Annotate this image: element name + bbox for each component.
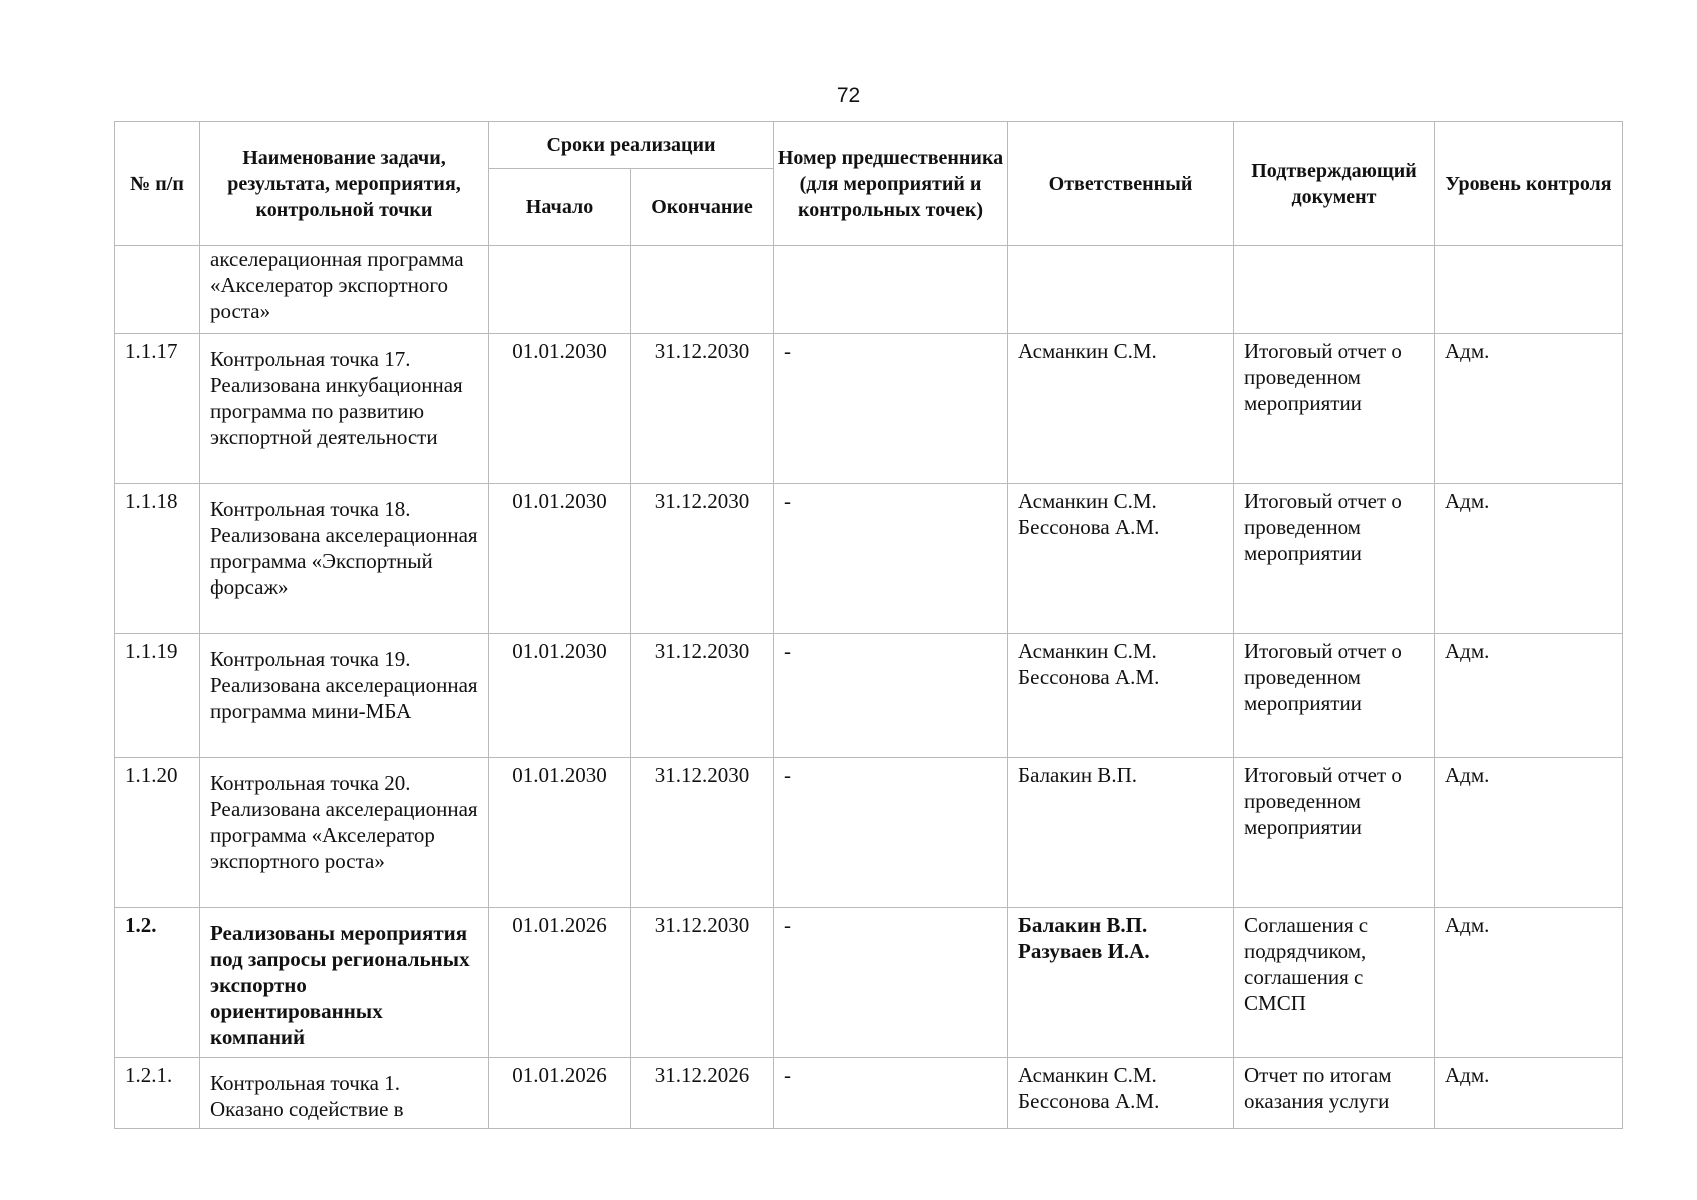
cell-document: Отчет по итогам оказания услуги xyxy=(1234,1058,1435,1129)
cell-name xyxy=(200,246,489,334)
cell-num xyxy=(115,246,200,334)
cell-name xyxy=(200,758,489,908)
cell-responsible xyxy=(1008,758,1234,908)
cell-level: Адм. xyxy=(1435,634,1623,758)
cell-name-text: Контрольная точка 18. Реализована акселерационная программа «Экспортный форсаж» xyxy=(210,497,478,599)
cell-start: 01.01.2030 xyxy=(489,634,631,758)
cell-responsible-text: Асманкин С.М. Бессонова А.М. xyxy=(1018,639,1160,689)
cell-start: 01.01.2026 xyxy=(489,1058,631,1129)
cell-start: 01.01.2026 xyxy=(489,908,631,1058)
cell-end: 31.12.2030 xyxy=(631,484,774,634)
cell-responsible-text: Асманкин С.М. xyxy=(1018,339,1157,363)
cell-name-text: акселерационная программа «Акселератор экспортного роста» xyxy=(210,247,464,323)
cell-start xyxy=(489,246,631,334)
cell-predecessor: - xyxy=(774,758,1008,908)
header-level: Уровень контроля xyxy=(1435,122,1623,246)
header-name: Наименование задачи, результата, мероприятия, контрольной точки xyxy=(200,122,489,246)
cell-start: 01.01.2030 xyxy=(489,758,631,908)
header-num: № п/п xyxy=(115,122,200,246)
header-predecessor: Номер предшественника (для мероприятий и контрольных точек) xyxy=(774,122,1008,246)
cell-name-text: Контрольная точка 1. Оказано содействие в xyxy=(210,1071,404,1121)
cell-name xyxy=(200,484,489,634)
table-row xyxy=(115,634,1623,758)
cell-name xyxy=(200,908,489,1058)
header-responsible: Ответственный xyxy=(1008,122,1234,246)
cell-name xyxy=(200,334,489,484)
header-end: Окончание xyxy=(631,169,774,246)
cell-num: 1.1.20 xyxy=(115,758,200,908)
cell-document: Итоговый отчет о проведенном мероприятии xyxy=(1234,758,1435,908)
table-row xyxy=(115,1058,1623,1129)
cell-predecessor: - xyxy=(774,334,1008,484)
cell-responsible-text: Асманкин С.М. Бессонова А.М. xyxy=(1018,1063,1160,1113)
header-document: Подтверждающий документ xyxy=(1234,122,1435,246)
header-start: Начало xyxy=(489,169,631,246)
cell-document: Соглашения с подрядчиком, соглашения с СМСП xyxy=(1234,908,1435,1058)
cell-responsible xyxy=(1008,484,1234,634)
cell-end: 31.12.2030 xyxy=(631,634,774,758)
cell-level: Адм. xyxy=(1435,484,1623,634)
cell-responsible xyxy=(1008,634,1234,758)
cell-predecessor: - xyxy=(774,484,1008,634)
cell-level: Адм. xyxy=(1435,1058,1623,1129)
cell-predecessor xyxy=(774,246,1008,334)
cell-end: 31.12.2026 xyxy=(631,1058,774,1129)
cell-responsible xyxy=(1008,908,1234,1058)
cell-responsible xyxy=(1008,246,1234,334)
cell-name-text: Контрольная точка 17. Реализована инкубационная программа по развитию экспортной деятельности xyxy=(210,347,463,449)
cell-responsible-text: Балакин В.П. Разуваев И.А. xyxy=(1018,913,1150,963)
cell-level: Адм. xyxy=(1435,908,1623,1058)
cell-name xyxy=(200,1058,489,1129)
cell-end: 31.12.2030 xyxy=(631,908,774,1058)
cell-num: 1.2. xyxy=(115,908,200,1058)
cell-end: 31.12.2030 xyxy=(631,334,774,484)
cell-level xyxy=(1435,246,1623,334)
cell-end xyxy=(631,246,774,334)
cell-predecessor: - xyxy=(774,908,1008,1058)
table-row xyxy=(115,334,1623,484)
table-row xyxy=(115,908,1623,1058)
cell-responsible-text: Балакин В.П. xyxy=(1018,763,1137,787)
table-header xyxy=(115,122,1623,246)
cell-num: 1.2.1. xyxy=(115,1058,200,1129)
cell-responsible xyxy=(1008,334,1234,484)
cell-responsible-text: Асманкин С.М. Бессонова А.М. xyxy=(1018,489,1160,539)
cell-start: 01.01.2030 xyxy=(489,334,631,484)
cell-document: Итоговый отчет о проведенном мероприятии xyxy=(1234,334,1435,484)
cell-responsible xyxy=(1008,1058,1234,1129)
header-terms: Сроки реализации xyxy=(489,122,774,169)
cell-name-text: Контрольная точка 20. Реализована акселерационная программа «Акселератор экспортного роста» xyxy=(210,771,478,873)
cell-predecessor: - xyxy=(774,634,1008,758)
cell-num: 1.1.19 xyxy=(115,634,200,758)
cell-level: Адм. xyxy=(1435,334,1623,484)
cell-end: 31.12.2030 xyxy=(631,758,774,908)
cell-start: 01.01.2030 xyxy=(489,484,631,634)
cell-level: Адм. xyxy=(1435,758,1623,908)
cell-name-text: Реализованы мероприятия под запросы региональных экспортно ориентированных компаний xyxy=(210,921,470,1049)
cell-num: 1.1.17 xyxy=(115,334,200,484)
cell-num: 1.1.18 xyxy=(115,484,200,634)
table-row xyxy=(115,246,1623,334)
table-row xyxy=(115,758,1623,908)
cell-document: Итоговый отчет о проведенном мероприятии xyxy=(1234,484,1435,634)
table-body xyxy=(115,246,1623,1129)
cell-predecessor: - xyxy=(774,1058,1008,1129)
table-row xyxy=(115,484,1623,634)
cell-document: Итоговый отчет о проведенном мероприятии xyxy=(1234,634,1435,758)
cell-name-text: Контрольная точка 19. Реализована акселерационная программа мини-МБА xyxy=(210,647,478,723)
plan-table xyxy=(114,121,1623,1129)
cell-document xyxy=(1234,246,1435,334)
cell-name xyxy=(200,634,489,758)
page-number: 72 xyxy=(836,84,861,107)
